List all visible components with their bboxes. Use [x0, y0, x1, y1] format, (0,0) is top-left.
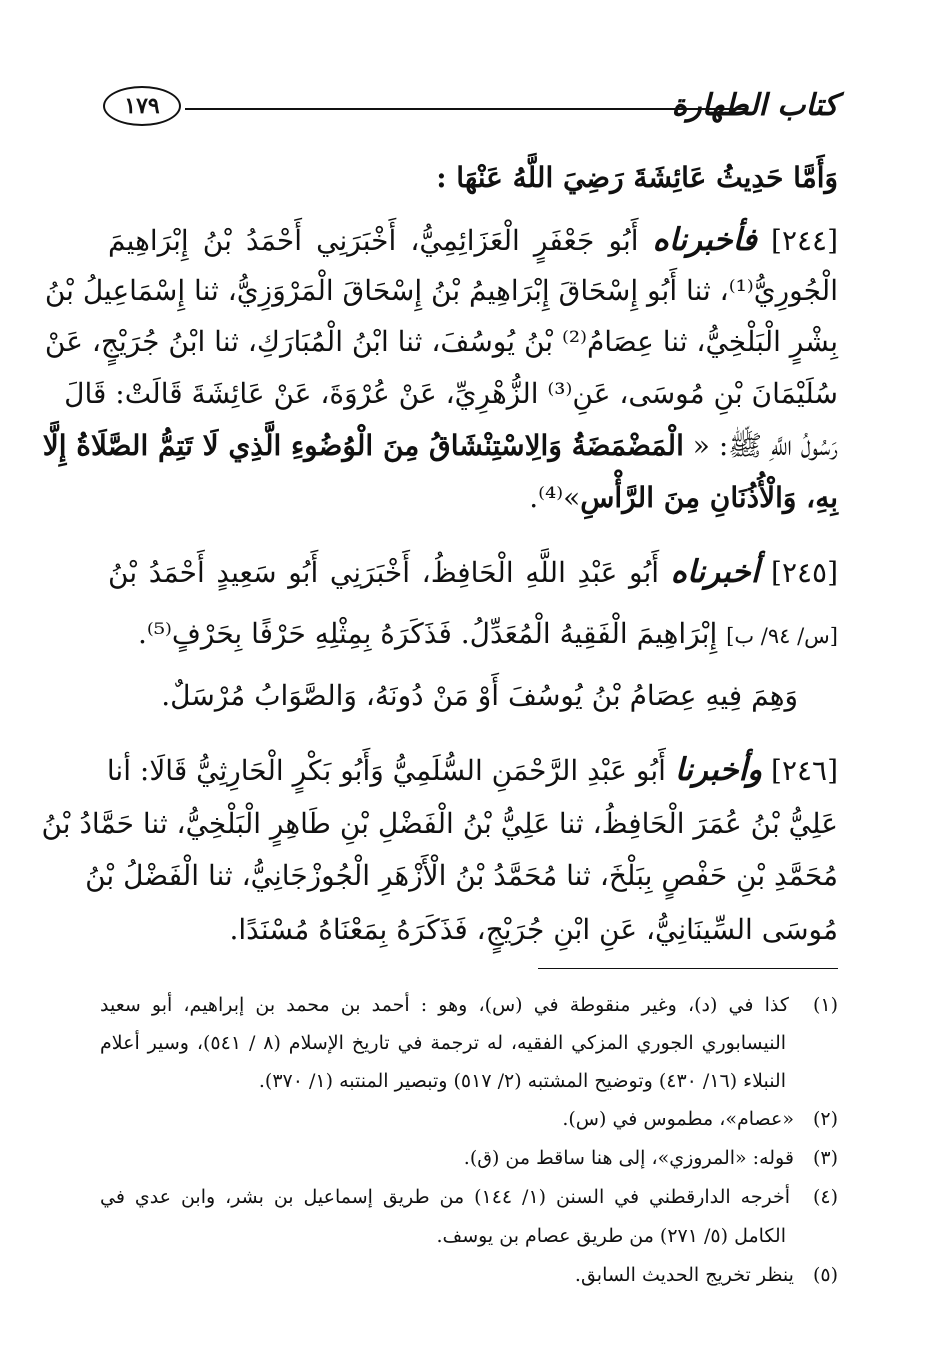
footnote-5 — [575, 1260, 838, 1290]
hadith-246-line-2: عَلِيُّ بْنُ عُمَرَ الْحَافِظُ، ثنا عَلِيُّ بْنُ الْفَضْلِ بْنِ طَاهِرٍ الْبَلْخِيُّ، ثنا حَمَّادُ بْنُ — [41, 807, 838, 840]
header-rule — [185, 108, 745, 110]
hadith-244-keyword: فأخبرناه — [652, 222, 757, 258]
hadith-245-text-2: إِبْرَاهِيمَ الْفَقِيهُ الْمُعَدِّلُ. فَذَكَرَهُ بِمِثْلِهِ حَرْفًا بِحَرْفٍ⁽⁵⁾. — [137, 617, 718, 650]
footnote-1-line-3: النبلاء (١٦/ ٤٣٠) وتوضيح المشتبه (٢/ ٥١٧) وتبصير المنتبه (١/ ٣٧٠). — [258, 1070, 786, 1092]
page-number-badge — [103, 86, 181, 126]
footnote-1-number: (١) — [812, 994, 838, 1016]
hadith-246-text-1: أَبُو عَبْدِ الرَّحْمَنِ السُّلَمِيُّ وَأَبُو بَكْرٍ الْحَارِثِيُّ قَالَا: أنا — [106, 754, 666, 787]
hadith-245-text-1: أَبُو عَبْدِ اللَّهِ الْحَافِظُ، أَخْبَرَنِي أَبُو سَعِيدٍ أَحْمَدُ بْنُ — [108, 556, 660, 589]
hadith-244-line-3: بِشْرٍ الْبَلْخِيُّ، ثنا عِصَامُ⁽²⁾ بْنُ يُوسُفَ، ثنا ابْنُ الْمُبَارَكِ، ثنا ابْنُ جُرَيْجٍ، عَنْ — [44, 325, 838, 358]
footnote-4-line-1 — [100, 1182, 838, 1212]
hadith-245-line-2 — [138, 614, 838, 654]
hadith-245-keyword: أخبرناه — [670, 554, 760, 590]
hadith-244-line-4: سُلَيْمَانَ بْنِ مُوسَى، عَنِ⁽³⁾ الزُّهْرِيِّ، عَنْ عُرْوَةَ، عَنْ عَائِشَةَ قَالَتْ: قَالَ — [64, 377, 838, 410]
hadith-244-matn-2: بِهِ، وَالْأُذُنَانِ مِنَ الرَّأْسِ — [580, 481, 838, 514]
hadith-246-line-1 — [108, 750, 838, 790]
footnote-1-line-1 — [100, 990, 838, 1020]
footnote-2-text: «عصام»، مطموس في (س). — [562, 1108, 794, 1130]
section-heading: وَأَمَّا حَدِيثُ عَائِشَةَ رَضِيَ اللَّهُ عَنْهَا : — [436, 161, 838, 194]
footnote-5-text: ينظر تخريج الحديث السابق. — [574, 1264, 794, 1286]
hadith-244-line-2: الْجُورِيُّ⁽¹⁾، ثنا أَبُو إِسْحَاقَ إِبْرَاهِيمُ بْنُ إِسْحَاقَ الْمَرْوَزِيُّ، ثنا إِسْمَاعِيلُ بْنُ — [44, 274, 838, 307]
footnote-4-line-2: الكامل (٥/ ٢٧١) من طريق عصام بن يوسف. — [436, 1225, 786, 1247]
hadith-244-line-5 — [42, 426, 838, 466]
footnote-2-number: (٢) — [812, 1108, 838, 1130]
hadith-246-ref: [٢٤٦] — [771, 754, 838, 787]
footnote-3-text: قوله: «المروزي»، إلى هنا ساقط من (ق). — [463, 1147, 794, 1169]
page-number: ١٧٩ — [124, 93, 160, 119]
manuscript-folio-marker: [س/ ٩٤/ ب] — [726, 624, 838, 648]
footnote-1-line-2: النيسابوري الجوري المزكي الفقيه، له ترجمة في تاريخ الإسلام (٨ / ٥٤١)، وسير أعلام — [100, 1032, 787, 1054]
footnote-4-number: (٤) — [812, 1186, 838, 1208]
footnote-3-number: (٣) — [812, 1147, 838, 1169]
footnote-5-number: (٥) — [812, 1264, 838, 1286]
footnote-3 — [464, 1143, 838, 1173]
hadith-244-line-1 — [108, 220, 838, 260]
hadith-245-ref: [٢٤٥] — [771, 556, 838, 589]
hadith-244-ref: [٢٤٤] — [771, 224, 838, 257]
hadith-244-close: »⁽⁴⁾. — [529, 481, 581, 514]
hadith-246-line-4: مُوسَى السِّينَانِيُّ، عَنِ ابْنِ جُرَيْجٍ، فَذَكَرَهُ بِمَعْنَاهُ مُسْنَدًا. — [229, 913, 838, 946]
hadith-246-keyword: وأخبرنا — [674, 752, 763, 788]
hadith-246-line-3: مُحَمَّدِ بْنِ حَفْصٍ بِبَلْخَ، ثنا مُحَمَّدُ بْنُ الْأَزْهَرِ الْجُوزْجَانِيُّ، ثنا الْفَضْلُ بْنُ — [85, 859, 838, 892]
hadith-244-matn-1: الْمَضْمَضَةُ وَالِاسْتِنْشَاقُ مِنَ الْوُضُوءِ الَّذِي لَا تَتِمُّ الصَّلَاةُ إِلَّا — [42, 429, 684, 462]
footnote-4-text-1: أخرجه الدارقطني في السنن (١/ ١٤٤) من طريق إسماعيل بن بشر، وابن عدي في — [100, 1186, 791, 1208]
footnote-2 — [562, 1104, 838, 1134]
hadith-244-text-1: أَبُو جَعْفَرٍ الْعَزَائِمِيُّ، أَخْبَرَنِي أَحْمَدُ بْنُ إِبْرَاهِيمَ — [108, 224, 639, 257]
hadith-244-text-5a: رَسُولُ اللَّهِ ﷺ: « — [692, 429, 838, 462]
footnote-1-text-1: كذا في (د)، وغير منقوطة في (س)، وهو : أحمد بن محمد بن إبراهيم، أبو سعيد — [100, 994, 789, 1016]
hadith-245-line-1 — [108, 552, 838, 592]
hadith-244-line-6 — [529, 478, 838, 518]
hadith-245-comment: وَهِمَ فِيهِ عِصَامُ بْنُ يُوسُفَ أَوْ مَنْ دُونَهُ، وَالصَّوَابُ مُرْسَلٌ. — [161, 679, 798, 712]
footnote-separator — [538, 968, 838, 969]
running-header-title: كتاب الطهارة — [671, 88, 838, 123]
